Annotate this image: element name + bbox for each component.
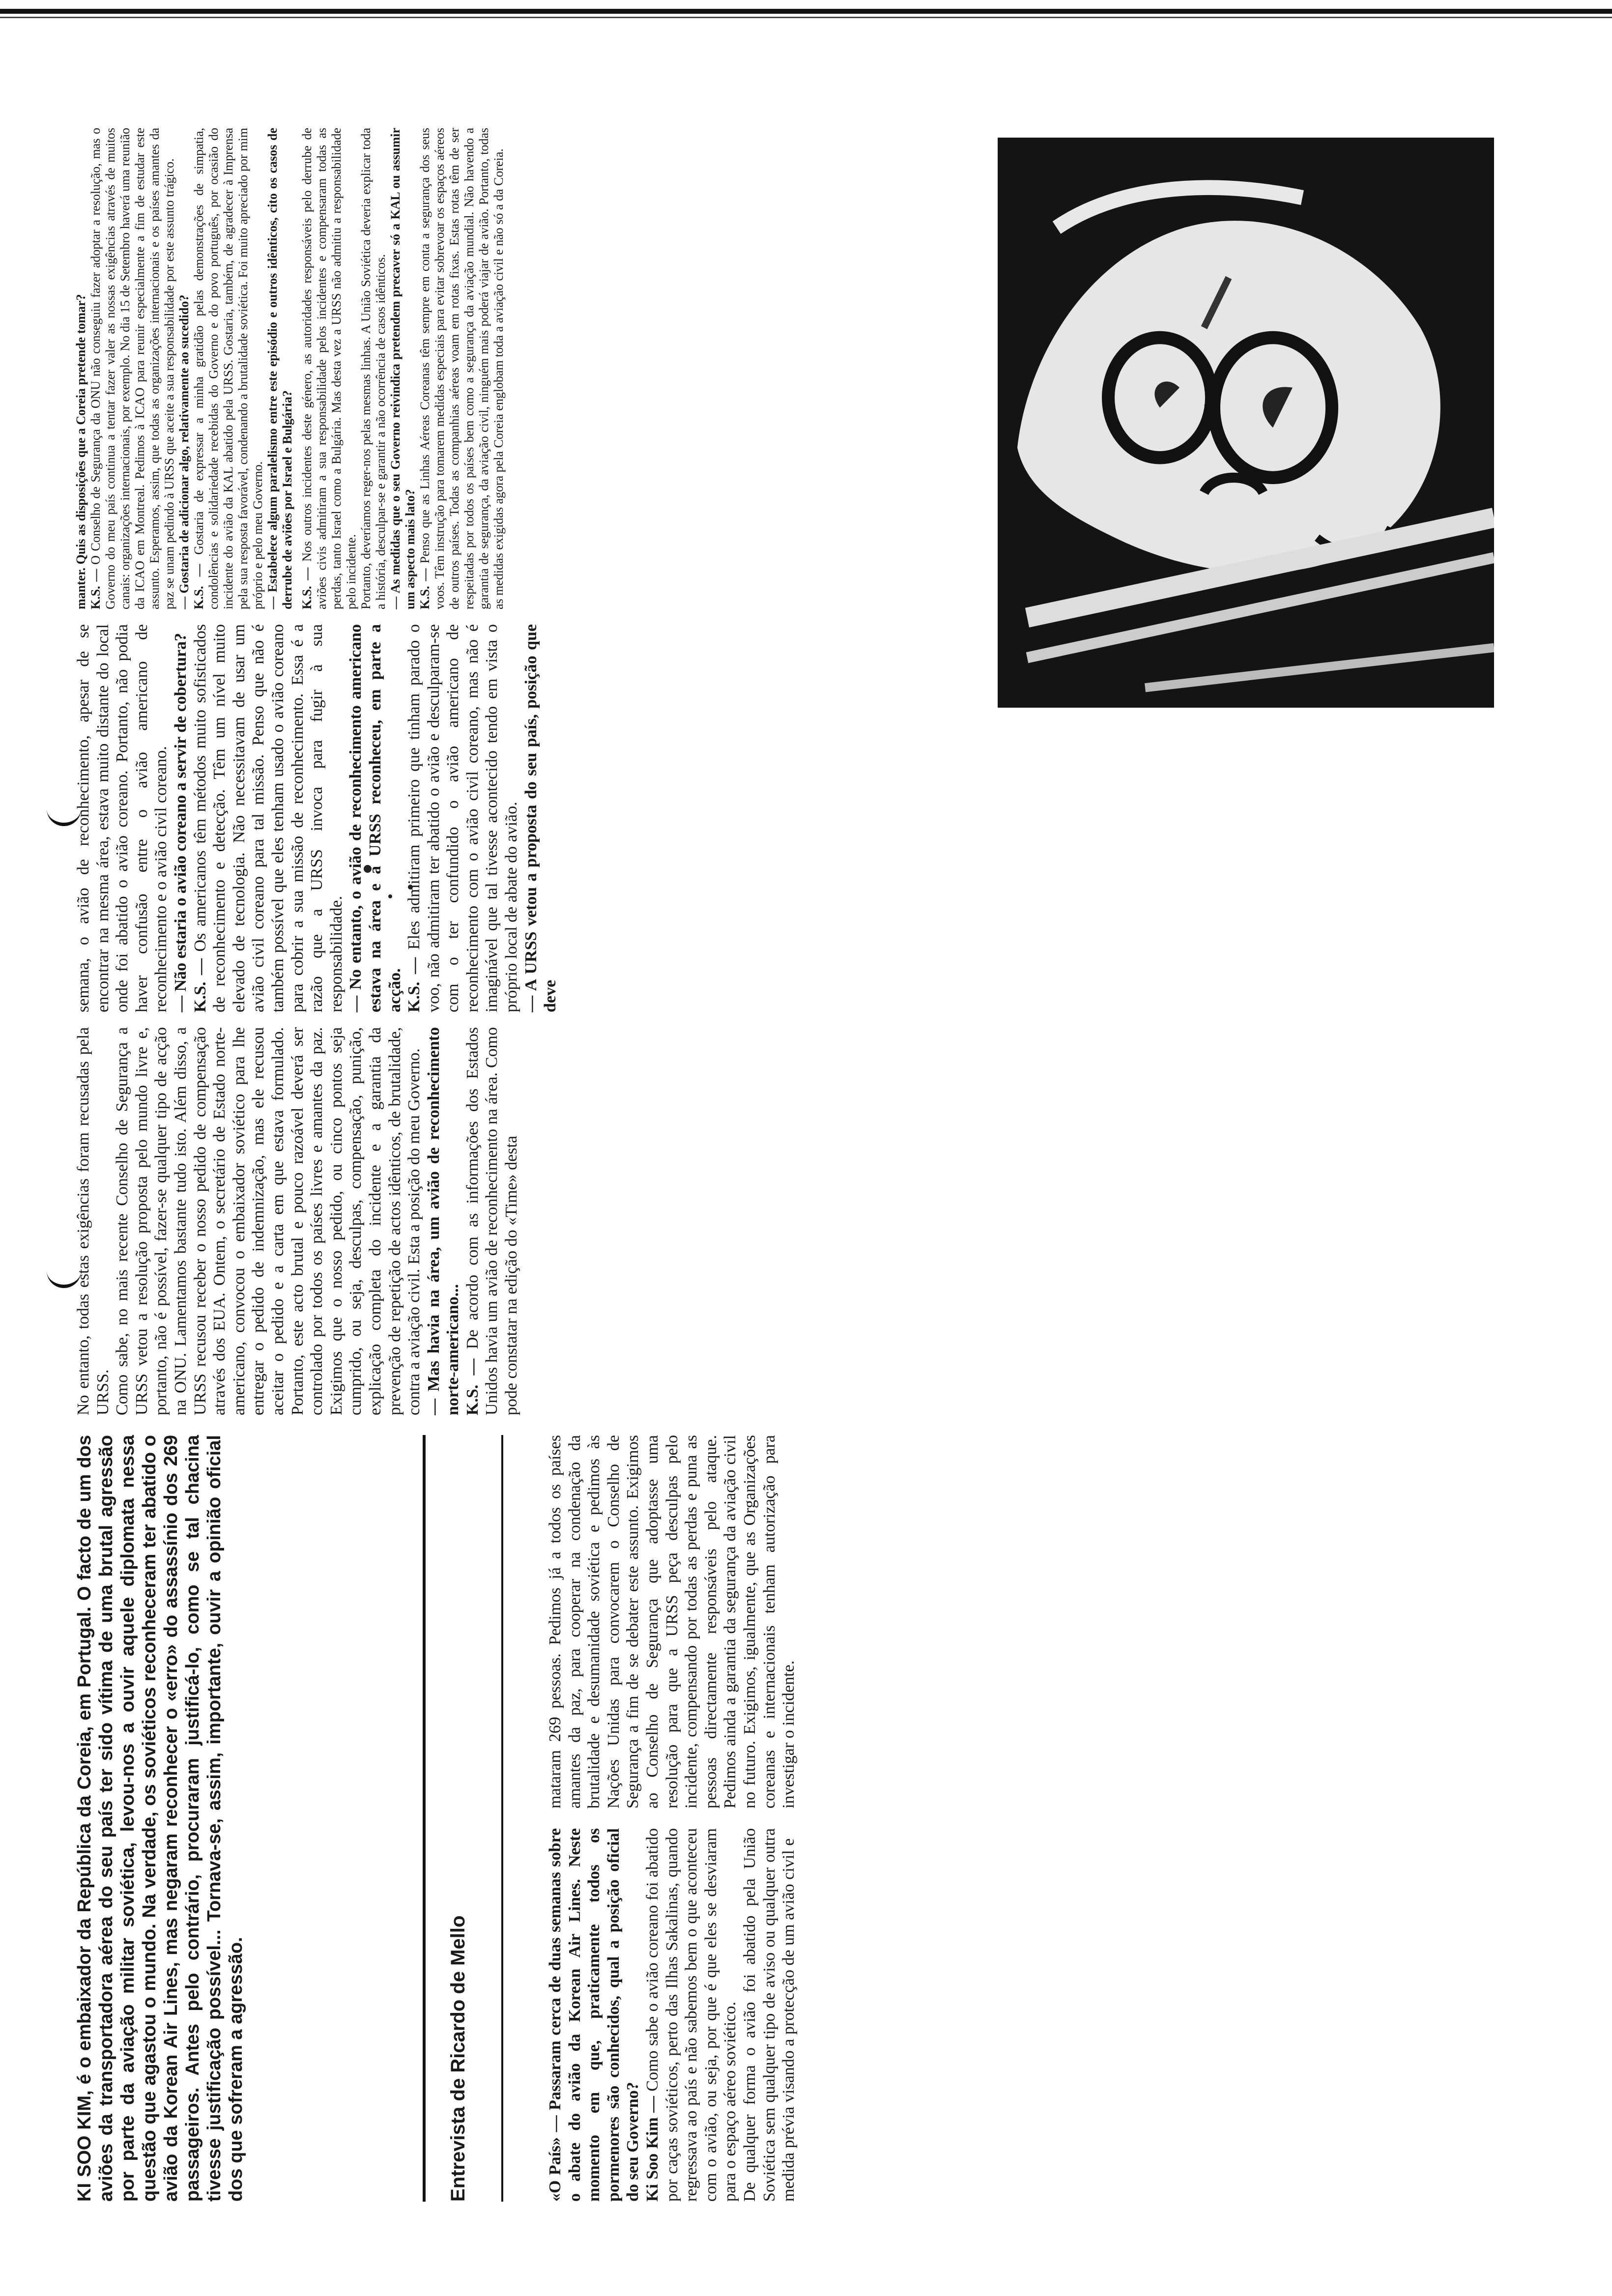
interview-question: — Não estaria o avião coreano a servir de cobertura? <box>171 632 190 1012</box>
speaker-label: K.S. — <box>418 568 432 609</box>
byline-divider <box>501 1435 503 2202</box>
article-paragraph <box>74 128 88 609</box>
paragraph-text: semana, o avião de reconhecimento, apesar de se encontrar na mesma área, estava muito distante do local onde foi abatido o avião coreano. Portanto, não podia haver confusão entre o avião americano de reconhecimento e o avião civil coreano. <box>74 624 171 1012</box>
article-paragraph <box>113 1027 424 1415</box>
article-paragraph <box>424 1027 463 1415</box>
speaker-label: K.S. — <box>463 1358 482 1415</box>
article-paragraph <box>359 128 388 609</box>
paragraph-text: No entanto, todas estas exigências foram recusadas pela URSS. <box>74 1027 112 1415</box>
article-paragraph <box>192 128 265 609</box>
interview-question: — No entanto, o avião de reconhecimento americano estava na área e a URSS reconheceu, em parte a acção. <box>346 624 404 1012</box>
article-paragraph <box>521 624 560 1012</box>
article-paragraph <box>546 1435 799 1808</box>
article-paragraph <box>463 1027 521 1415</box>
speaker-label: K.S. — <box>192 564 206 609</box>
article-paragraph <box>74 1027 113 1415</box>
paragraph-text: O Conselho de Segurança da ONU não conseguiu fazer adoptar a resolução, mas o Governo do meu país continua a tentar fazer valer as nossas exigências através de muitos canais: organizações internacionais, por exemplo. No dia 15 de Setembro haverá uma reunião da ICAO em Montreal. Pedimos à ICAO para reunir especialmente a fim de estudar este assunto. Esperamos, assim, que todas as organizações internacionais e os países amantes da paz se unam pedindo à URSS que aceite a sua responsabilidade por este assunto trágico. <box>88 128 176 609</box>
interview-question: manter. Quis as disposições que a Coreia pretende tomar? <box>74 294 88 609</box>
text-column-1 <box>546 1828 1509 2202</box>
column-gap <box>295 128 300 609</box>
scan-top-edge-line <box>0 17 1612 18</box>
intro-divider <box>423 1435 426 2202</box>
interview-question: «O País» — Passaram cerca de duas semanas sobre o abate do avião da Korean Air Lines. Neste momento em que, praticamente todos os pormenores são conhecidos, qual a posição oficial do seu Governo? <box>546 1828 642 2202</box>
article-paragraph <box>404 624 521 1012</box>
paragraph-text: mataram 269 pessoas. Pedimos já a todos os países amantes da paz, para cooperar na condenação da brutalidade e desumanidade soviética e pedimos às Nações Unidas para convocarem o Conselho de Segurança a fim de se debater este assunto. Exigimos ao Conselho de Segurança que adoptasse uma resolução para que a URSS peça desculpas pelo incidente, compensando por todas as perdas e puna as pessoas directamente responsáveis pelo ataque. Pedimos ainda a garantia da segurança da aviação civil no futuro. Exigimos, igualmente, que as Organizações coreanas e internacionais tenham autorização para investigar o incidente. <box>546 1435 798 1808</box>
article-intro: KI SOO KIM, é o embaixador da República da Coreia, em Portugal. O facto de um dos aviões da transportadora aérea do seu país ter sido vítima de uma brutal agressão por parte da aviação militar soviética, levou-nos a ouvir aquele diplomata nessa questão que agastou o mundo. Na verdade, os soviéticos reconheceram ter abatido o avião da Korean Air Lines, mas negaram reconhecer o «erro» do assassínio dos 269 passageiros. Antes pelo contrário, procuraram justificá-lo, como se tal chacina tivesse justificação possível... Tornava-se, assim, importante, ouvir a opinião oficial dos que sofreram a agressão. <box>74 1435 246 2202</box>
speaker-label: K.S. — <box>405 957 424 1012</box>
paragraph-text: De acordo com as informações dos Estados Unidos havia um avião de reconhecimento na área. Como pode constatar na edição do «Time» desta <box>463 1027 521 1415</box>
article-paragraph <box>388 128 418 609</box>
paragraph-text: Nos outros incidentes deste género, as autoridades responsáveis pelo derrube de aviões civis admitiram a sua responsabilidade pelos incidentes e compensaram todas as perdas, tanto Israel como a Bulgária. Mas desta vez a URSS não admitiu a responsabilidade pelo incidente. <box>300 128 358 609</box>
interview-question: — Mas havia na área, um avião de reconhecimento norte-americano... <box>424 1027 462 1415</box>
article-paragraph <box>88 128 177 609</box>
article-paragraph <box>643 1828 740 2202</box>
speaker-label: K.S. — <box>191 958 209 1012</box>
interview-question: — Estabelece algum paralelismo entre este episódio e outros idênticos, cito os casos de derrube de aviões por Israel e Bulgária? <box>265 128 294 609</box>
paragraph-text: De qualquer forma o avião foi abatido pela União Soviética sem qualquer tipo de aviso ou qualquer outra medida prévia visando a protecção de um avião civil e <box>740 1828 798 2202</box>
article-paragraph <box>546 1828 643 2202</box>
article-paragraph <box>191 624 346 1012</box>
scan-top-edge <box>0 9 1612 14</box>
speaker-label: K.S. — <box>88 569 103 609</box>
article-paragraph <box>300 128 359 609</box>
paragraph-text: Portanto, deveríamos reger-nos pelas mesmas linhas. A União Soviética deveria explicar toda a história, desculpar-se e garantir a não ocorrência de casos idênticos. <box>359 128 388 609</box>
interview-question: — A URSS vetou a proposta do seu país, posição que deve <box>521 624 560 1012</box>
interview-question: — Gostaria de adicionar algo, relativamente ao sucedido? <box>177 294 191 609</box>
paragraph-text: Como sabe o avião coreano foi abatido por caças soviéticos, perto das Ilhas Sakalinas, quando regressava ao país e não sabemos bem o que aconteceu com o avião, ou seja, por que é que eles se desviaram para o espaço aéreo soviético. <box>643 1828 740 2202</box>
article-paragraph <box>171 624 191 1012</box>
speaker-label: K.S. — <box>300 567 314 609</box>
article-byline: Entrevista de Ricardo de Mello <box>447 1915 469 2202</box>
article-paragraph <box>418 128 506 609</box>
article-paragraph <box>74 624 171 1012</box>
interview-question: — As medidas que o seu Governo reivindica pretendem precaver só a KAL ou assumir um aspecto mais lato? <box>388 128 417 609</box>
article-paragraph <box>265 128 295 609</box>
text-column-5 <box>74 128 988 609</box>
paragraph-text: Como sabe, no mais recente Conselho de Segurança a URSS vetou a resolução proposta pelo mundo livre e, portanto, não é possível, fazer-se qualquer tipo de acção na ONU. Lamentamos bastante tudo isto. Além disso, a URSS recusou receber o nosso pedido de compensação através dos EUA. Ontem, o secretário de Estado norte-americano, convocou o embaixador soviético para lhe entregar o pedido de indemnização, mas ele recusou aceitar o pedido e a carta em que estava formulado. Portanto, este acto brutal e pouco razoável deverá ser controlado por todos os países livres e amantes da paz. Exigimos que o nosso pedido, ou cinco pontos seja cumprido, ou seja, desculpas, compensação, punição, explicação completa do incidente e a garantia da prevenção de repetição de actos idênticos, de brutalidade, contra a aviação civil. Esta a posição do meu Governo. <box>113 1027 424 1415</box>
text-column-3 <box>74 1027 1509 1415</box>
text-column-2 <box>546 1435 1509 1808</box>
article-page <box>74 118 1509 2202</box>
paragraph-text: Gostaria de expressar a minha gratidão pelas demonstrações de simpatia, condolências e solidariedade recebidas do Governo e do povo português, por ocasião do incidente do avião da KAL abatido pela URSS. Gostaria, também, de agradecer à Imprensa pela sua resposta favorável, condenando a brutalidade soviética. Foi muito apreciado por mim próprio e pelo meu Governo. <box>192 128 265 609</box>
portrait-photo <box>998 138 1494 708</box>
article-paragraph <box>177 128 192 609</box>
paragraph-text: Eles admitiram primeiro que tinham parado o voo, não admitiram ter abatido o avião e desculparam-se com o ter confundido o avião americano de reconhecimento com o avião civil coreano, mas não é imaginável que tal tivesse acontecido tendo em vista o próprio local de abate do avião. <box>405 624 521 1012</box>
paragraph-text: Penso que as Linhas Aéreas Coreanas têm sempre em conta a segurança dos seus voos. Têm instrução para tomarem medidas especiais para evitar sobrevoar os espaços aéreos de outros países. Todas as companhias aéreas voam em rotas fixas. Estas rotas têm de ser respeitadas por todos os países bem como a segurança da aviação mundial. Não havendo a garantia de segurança, da aviação civil, ninguém mais poderá viajar de avião. Portanto, todas as medidas exigidas agora pela Coreia englobam toda a aviação civil e não só a da Coreia. <box>418 128 506 609</box>
article-paragraph <box>346 624 404 1012</box>
speaker-label: Ki Soo Kim — <box>643 2095 662 2202</box>
article-paragraph <box>740 1828 799 2202</box>
paragraph-text: Os americanos têm métodos muito sofisticados de reconhecimento e detecção. Têm um nível muito elevado de tecnologia. Não necessitavam de usar um avião civil coreano para tal missão. Penso que não é também possível que eles tenham usado o avião coreano para cobrir a sua missão de reconhecimento. Essa é a razão que a URSS invoca para fugir à sua responsabilidade. <box>191 624 345 1012</box>
